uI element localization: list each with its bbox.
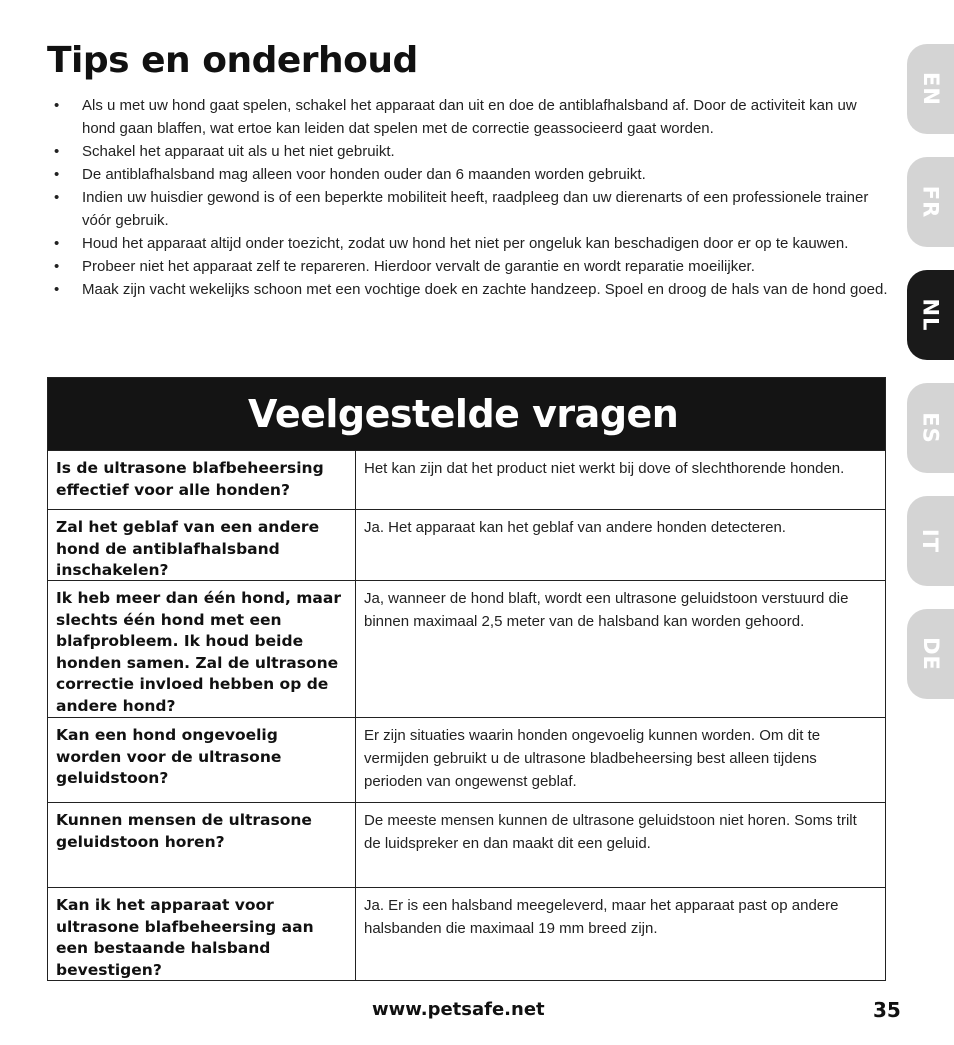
bullet: • [54,189,60,206]
tip-text: Houd het apparaat altijd onder toezicht, zodat uw hond het niet per ongeluk kan beschadigen door er op te kauwen. [82,235,849,252]
faq-question: Ik heb meer dan één hond, maar slechts één hond met een blafprobleem. Ik houd beide honden samen. Zal de ultrasone correctie invloed hebben op de andere hond? [48,581,356,717]
tab-label: ES [918,412,943,444]
tab-label: NL [918,298,943,332]
tip-item [54,278,888,301]
page-title: Tips en onderhoud [47,40,418,81]
faq-row [48,717,885,802]
tab-label: FR [918,185,943,219]
tab-it[interactable] [907,496,954,586]
footer-url[interactable]: www.petsafe.net [372,999,545,1020]
faq-row [48,887,885,980]
tip-item [54,163,888,186]
faq-question: Is de ultrasone blafbeheersing effectief voor alle honden? [48,451,356,509]
faq-question: Kunnen mensen de ultrasone geluidstoon horen? [48,803,356,887]
faq-answer: Ja. Het apparaat kan het geblaf van andere honden detecteren. [364,519,786,536]
tip-text: Probeer niet het apparaat zelf te repareren. Hierdoor vervalt de garantie en wordt reparatie moeilijker. [82,258,755,275]
faq-question: Zal het geblaf van een andere hond de antiblafhalsband inschakelen? [48,510,356,580]
faq-question: Kan ik het apparaat voor ultrasone blafbeheersing aan een bestaande halsband bevestigen? [48,888,356,980]
tip-text: Indien uw huisdier gewond is of een beperkte mobiliteit heeft, raadpleeg dan uw dierenarts of een professionele trainer vóór gebruik. [82,189,869,229]
faq-row [48,802,885,887]
tip-text: De antiblafhalsband mag alleen voor honden ouder dan 6 maanden worden gebruikt. [82,166,646,183]
bullet: • [54,258,60,275]
tip-item [54,232,888,255]
bullet: • [54,235,60,252]
tab-label: DE [918,637,943,671]
bullet: • [54,97,60,114]
faq-answer: Ja, wanneer de hond blaft, wordt een ultrasone geluidstoon verstuurd die binnen maximaal 2,5 meter van de halsband kan worden gehoord. [364,590,849,630]
tab-label: EN [918,72,943,106]
bullet: • [54,166,60,183]
tip-item [54,186,888,232]
page-number: 35 [873,998,901,1022]
faq-table [47,377,886,981]
tip-text: Schakel het apparaat uit als u het niet gebruikt. [82,143,395,160]
tip-item [54,140,888,163]
tips-list [54,94,888,301]
tab-de[interactable] [907,609,954,699]
tab-es[interactable] [907,383,954,473]
tip-item [54,255,888,278]
tab-nl[interactable] [907,270,954,360]
faq-header [48,378,885,450]
faq-row [48,580,885,717]
faq-title: Veelgestelde vragen [248,392,679,436]
faq-answer: De meeste mensen kunnen de ultrasone geluidstoon niet horen. Soms trilt de luidspreker en dan maakt dit een geluid. [364,812,857,852]
faq-row [48,450,885,509]
tip-text: Maak zijn vacht wekelijks schoon met een vochtige doek en zachte handzeep. Spoel en droog de hals van de hond goed. [82,281,888,298]
tab-fr[interactable] [907,157,954,247]
faq-question: Kan een hond ongevoelig worden voor de ultrasone geluidstoon? [48,718,356,802]
faq-answer: Er zijn situaties waarin honden ongevoelig kunnen worden. Om dit te vermijden gebruikt u de ultrasone bladbeheersing best alleen tijdens perioden van ongewenst geblaf. [364,727,821,790]
tip-item [54,94,888,140]
faq-answer: Ja. Er is een halsband meegeleverd, maar het apparaat past op andere halsbanden die maximaal 19 mm breed zijn. [364,897,839,937]
tab-label: IT [918,528,943,554]
tab-en[interactable] [907,44,954,134]
faq-row [48,509,885,580]
bullet: • [54,281,60,298]
bullet: • [54,143,60,160]
tip-text: Als u met uw hond gaat spelen, schakel het apparaat dan uit en doe de antiblafhalsband af. Door de activiteit kan uw hond gaan blaffen, wat ertoe kan leiden dat spelen met de correctie geassocieerd gaat worden. [82,97,857,137]
faq-answer: Het kan zijn dat het product niet werkt bij dove of slechthorende honden. [364,460,845,477]
